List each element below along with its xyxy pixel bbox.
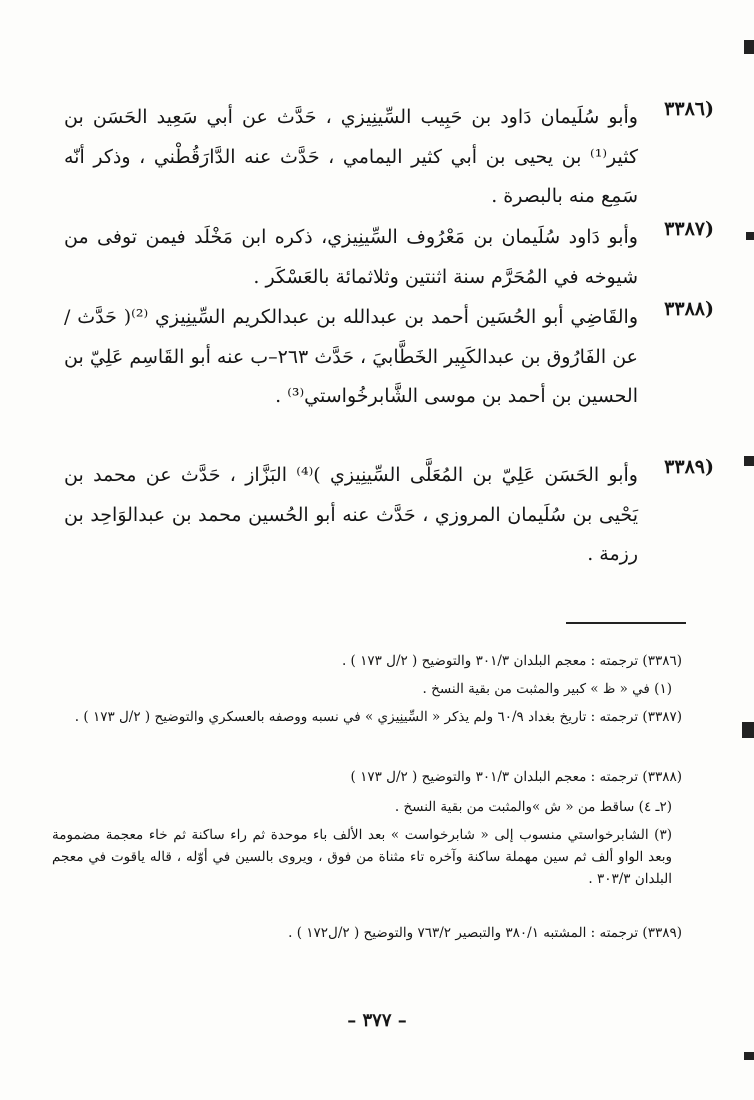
entry-text: وأبو سُلَيمان دَاود بن حَبِيب السِّينِيزي ، حَدَّث عن أبي سَعِيد الحَسَن بن كثير⁽¹⁾ بن يحيى بن أبي كثير اليمامي ، حَدَّث عنه الدَّارَقُطْني ، وذكر أنّه سَمِع منه بالبصرة . [64,106,638,207]
scan-edge-mark [746,232,754,240]
footnote-3389: (٣٣٨٩) ترجمته : المشتبه ٣٨٠/١ والتبصير ٧٦٣/٢ والتوضيح ( ٢/ل١٧٢ ) . [288,925,682,941]
entry-text: والقَاضِي أبو الحُسَين أحمد بن عبدالله بن عبدالكريم السِّينِيزي ⁽²⁾( حَدَّث / عن الفَارُوق بن عبدالكَبِير الخَطَّابيَ ، حَدَّث ٢٦٣–ب عنه أبو القَاسِم عَلِيّ بن الحسين بن أحمد بن موسى الشَّابرخُواستي⁽³⁾ . [64,306,638,407]
footnote-3388-2-4: (٢ـ ٤) ساقط من « ش »والمثبت من بقية النسخ . [394,799,672,815]
entry-3387 [64,218,714,297]
footnote-3387: (٣٣٨٧) ترجمته : تاريخ بغداد ٦٠/٩ ولم يذكر « السِّينِيزي » في نسبه ووصفه بالعسكري والتوضيح ( ٢/ل ١٧٣ ) . [74,709,682,725]
footnote-separator [566,622,686,624]
page-number: – ٣٧٧ – [347,1010,407,1031]
scan-edge-mark [744,1052,754,1060]
footnote-3388: (٣٣٨٨) ترجمته : معجم البلدان ٣٠١/٣ والتوضيح ( ٢/ل ١٧٣ ) [350,769,682,785]
entry-number: (٣٣٨٧ [664,218,714,240]
scan-edge-mark [742,722,754,738]
footnote-3388-3: (٣) الشابرخواستي منسوب إلى « شابرخواست » بعد الألف باء موحدة ثم راء ساكنة ثم خاء معجمة مضمومة وبعد الواو ألف ثم سين مهملة ساكنة وآخره تاء مثناة من فوق ، ويروى بالسين في أوّله ، قاله ياقوت في معجم البلدان ٣٠٣/٣ . [52,827,672,887]
entry-number: (٣٣٨٩ [664,456,714,478]
entry-3389 [64,456,714,575]
entry-text: وأبو دَاود سُلَيمان بن مَعْرُوف السِّينِيزي، ذكره ابن مَخْلَد فيمن توفى من شيوخه في المُحَرَّم سنة اثنتين وثلاثمائة بالعَسْكَر . [64,226,638,288]
footnote-3386-1: (١) في « ظ » كبير والمثبت من بقية النسخ . [422,681,672,697]
entry-3386 [64,98,714,217]
entry-number: (٣٣٨٦ [664,98,714,120]
footnote-3386: (٣٣٨٦) ترجمته : معجم البلدان ٣٠١/٣ والتوضيح ( ٢/ل ١٧٣ ) . [341,653,682,669]
entry-3388 [64,298,714,417]
scan-edge-mark [744,456,754,466]
scan-edge-mark [744,40,754,54]
entry-number: (٣٣٨٨ [664,298,714,320]
entry-text: وأبو الحَسَن عَلِيّ بن المُعَلَّى السِّينِيزي )⁽⁴⁾ البَزَّاز ، حَدَّث عن محمد بن يَحْيى بن سُلَيمان المروزي ، حَدَّث عنه أبو الحُسين محمد بن عبدالوَاحِد بن رزمة . [64,464,638,565]
